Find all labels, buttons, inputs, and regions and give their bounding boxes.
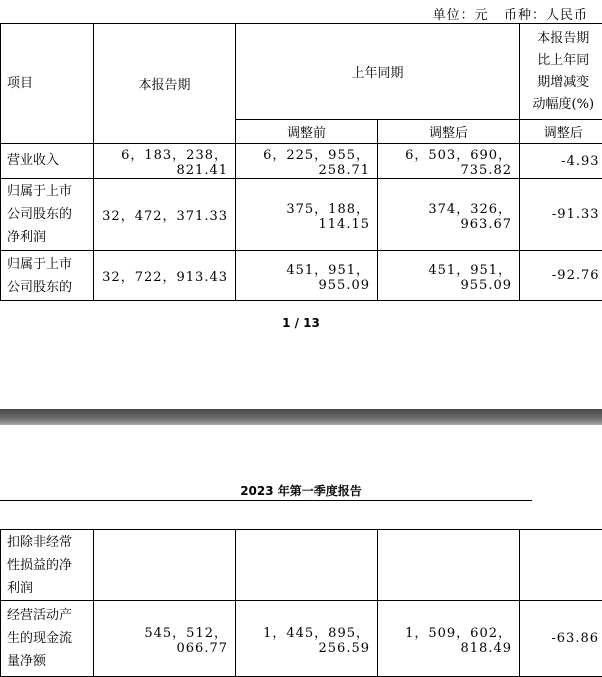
row-label <box>1 179 94 251</box>
row-label-line: 营业收入 <box>7 153 60 168</box>
table-row <box>1 530 602 601</box>
row-label-line: 公司股东的 <box>7 207 73 222</box>
row-label-line: 利润 <box>7 580 34 596</box>
header-before-adjust: 调整前 <box>236 120 378 144</box>
cell-change: -91.33 <box>520 179 602 251</box>
row-label <box>1 144 94 179</box>
cell-current <box>94 530 236 601</box>
cell-before: 6，225，955，258.71 <box>236 144 378 179</box>
report-title: 2023 年第一季度报告 <box>240 484 362 498</box>
table-row <box>1 179 602 251</box>
cell-before <box>236 530 378 601</box>
header-change-after-adjust: 调整后 <box>520 120 602 144</box>
cell-after: 374，326，963.67 <box>378 179 520 251</box>
header-prior-period: 上年同期 <box>236 24 520 120</box>
cell-change: -92.76 <box>520 251 602 301</box>
row-label-line: 生的现金流 <box>7 631 73 646</box>
header-change-pct <box>520 24 602 120</box>
row-label-line: 扣除非经常 <box>7 534 73 550</box>
cell-after: 6，503，690，735.82 <box>378 144 520 179</box>
header-change-line: 比上年同 <box>537 52 590 68</box>
cell-after: 451，951，955.09 <box>378 251 520 301</box>
cell-current: 6，183，238，821.41 <box>94 144 236 179</box>
header-item: 项目 <box>1 24 94 144</box>
row-label-line: 归属于上市 <box>7 256 73 272</box>
header-current-period: 本报告期 <box>94 24 236 144</box>
header-after-adjust: 调整后 <box>378 120 520 144</box>
row-label-line: 经营活动产 <box>7 608 73 623</box>
table-row <box>1 251 602 301</box>
row-label-line: 量净额 <box>7 654 47 669</box>
row-label <box>1 530 94 601</box>
header-change-line: 期增减变 <box>537 74 590 90</box>
cell-change: -4.93 <box>520 144 602 179</box>
header-change-line: 动幅度(%) <box>532 96 595 112</box>
cell-current: 32，472，371.33 <box>94 179 236 251</box>
page-divider <box>0 409 602 425</box>
cell-after <box>378 530 520 601</box>
table-row <box>1 601 602 677</box>
row-label-line: 净利润 <box>7 230 47 245</box>
financial-table-top <box>0 23 602 301</box>
cell-after: 1，509，602，818.49 <box>378 601 520 677</box>
cell-before: 1，445，895，256.59 <box>236 601 378 677</box>
row-label-line: 性损益的净 <box>7 557 73 573</box>
row-label <box>1 601 94 677</box>
title-rule <box>0 500 532 501</box>
cell-current: 32，722，913.43 <box>94 251 236 301</box>
cell-before: 451，951，955.09 <box>236 251 378 301</box>
row-label <box>1 251 94 301</box>
unit-currency-line: 单位：元 币种：人民币 <box>432 8 588 23</box>
row-label-line: 公司股东的 <box>7 279 73 295</box>
page-number: 1 / 13 <box>282 316 320 330</box>
financial-table-bottom <box>0 529 602 677</box>
cell-change: -63.86 <box>520 601 602 677</box>
table-row <box>1 144 602 179</box>
cell-before: 375，188，114.15 <box>236 179 378 251</box>
cell-change <box>520 530 602 601</box>
cell-current: 545，512，066.77 <box>94 601 236 677</box>
header-change-line: 本报告期 <box>537 30 590 46</box>
row-label-line: 归属于上市 <box>7 184 73 199</box>
